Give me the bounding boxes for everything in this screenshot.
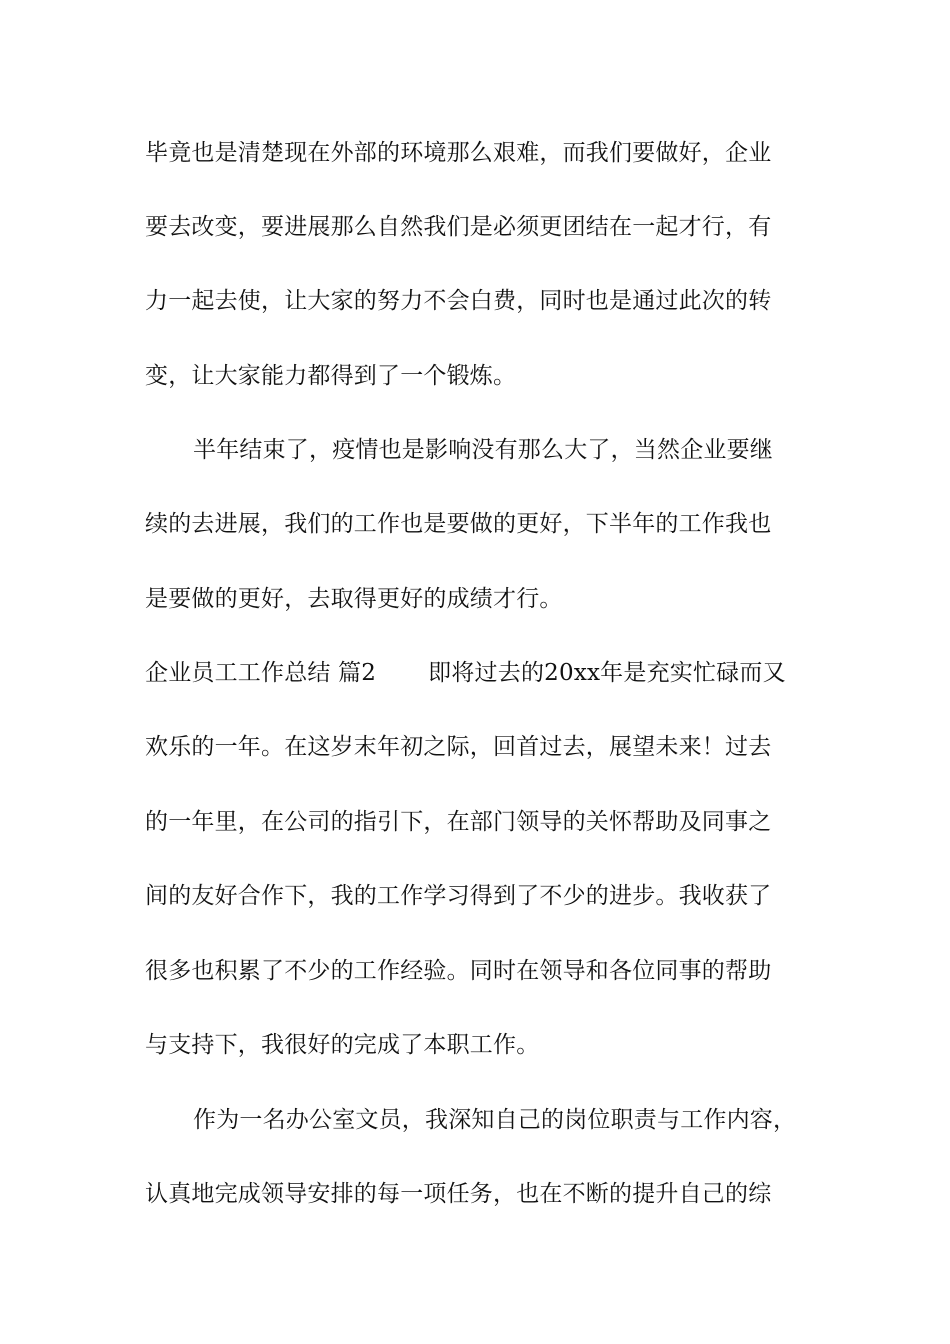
text-line: 续的去进展，我们的工作也是要做的更好，下半年的工作我也: [145, 511, 772, 537]
text-line: 欢乐的一年。在这岁末年初之际，回首过去，展望未来！过去: [145, 734, 772, 760]
text-line: 要去改变，要进展那么自然我们是必须更团结在一起才行，有: [145, 214, 772, 240]
text-line: 间的友好合作下，我的工作学习得到了不少的进步。我收获了: [145, 883, 772, 909]
section-text-start: 即将过去的20xx年是充实忙碌而又: [428, 660, 786, 686]
text-line: 毕竟也是清楚现在外部的环境那么艰难，而我们要做好，企业: [145, 140, 772, 166]
section-heading: 企业员工工作总结 篇2: [145, 660, 377, 686]
text-line: 认真地完成领导安排的每一项任务，也在不断的提升自己的综: [145, 1181, 772, 1207]
text-line: 是要做的更好，去取得更好的成绩才行。: [145, 586, 563, 612]
text-line: 的一年里，在公司的指引下，在部门领导的关怀帮助及同事之: [145, 809, 772, 835]
text-line: 很多也积累了不少的工作经验。同时在领导和各位同事的帮助: [145, 958, 772, 984]
text-line: 与支持下，我很好的完成了本职工作。: [145, 1032, 540, 1058]
text-line: 力一起去使，让大家的努力不会白费，同时也是通过此次的转: [145, 288, 772, 314]
text-line: 变，让大家能力都得到了一个锻炼。: [145, 363, 517, 389]
section-heading-line: [145, 658, 835, 688]
paragraph-first-line: 作为一名办公室文员，我深知自己的岗位职责与工作内容，: [193, 1107, 797, 1133]
paragraph-first-line: 半年结束了，疫情也是影响没有那么大了，当然企业要继: [193, 437, 773, 463]
